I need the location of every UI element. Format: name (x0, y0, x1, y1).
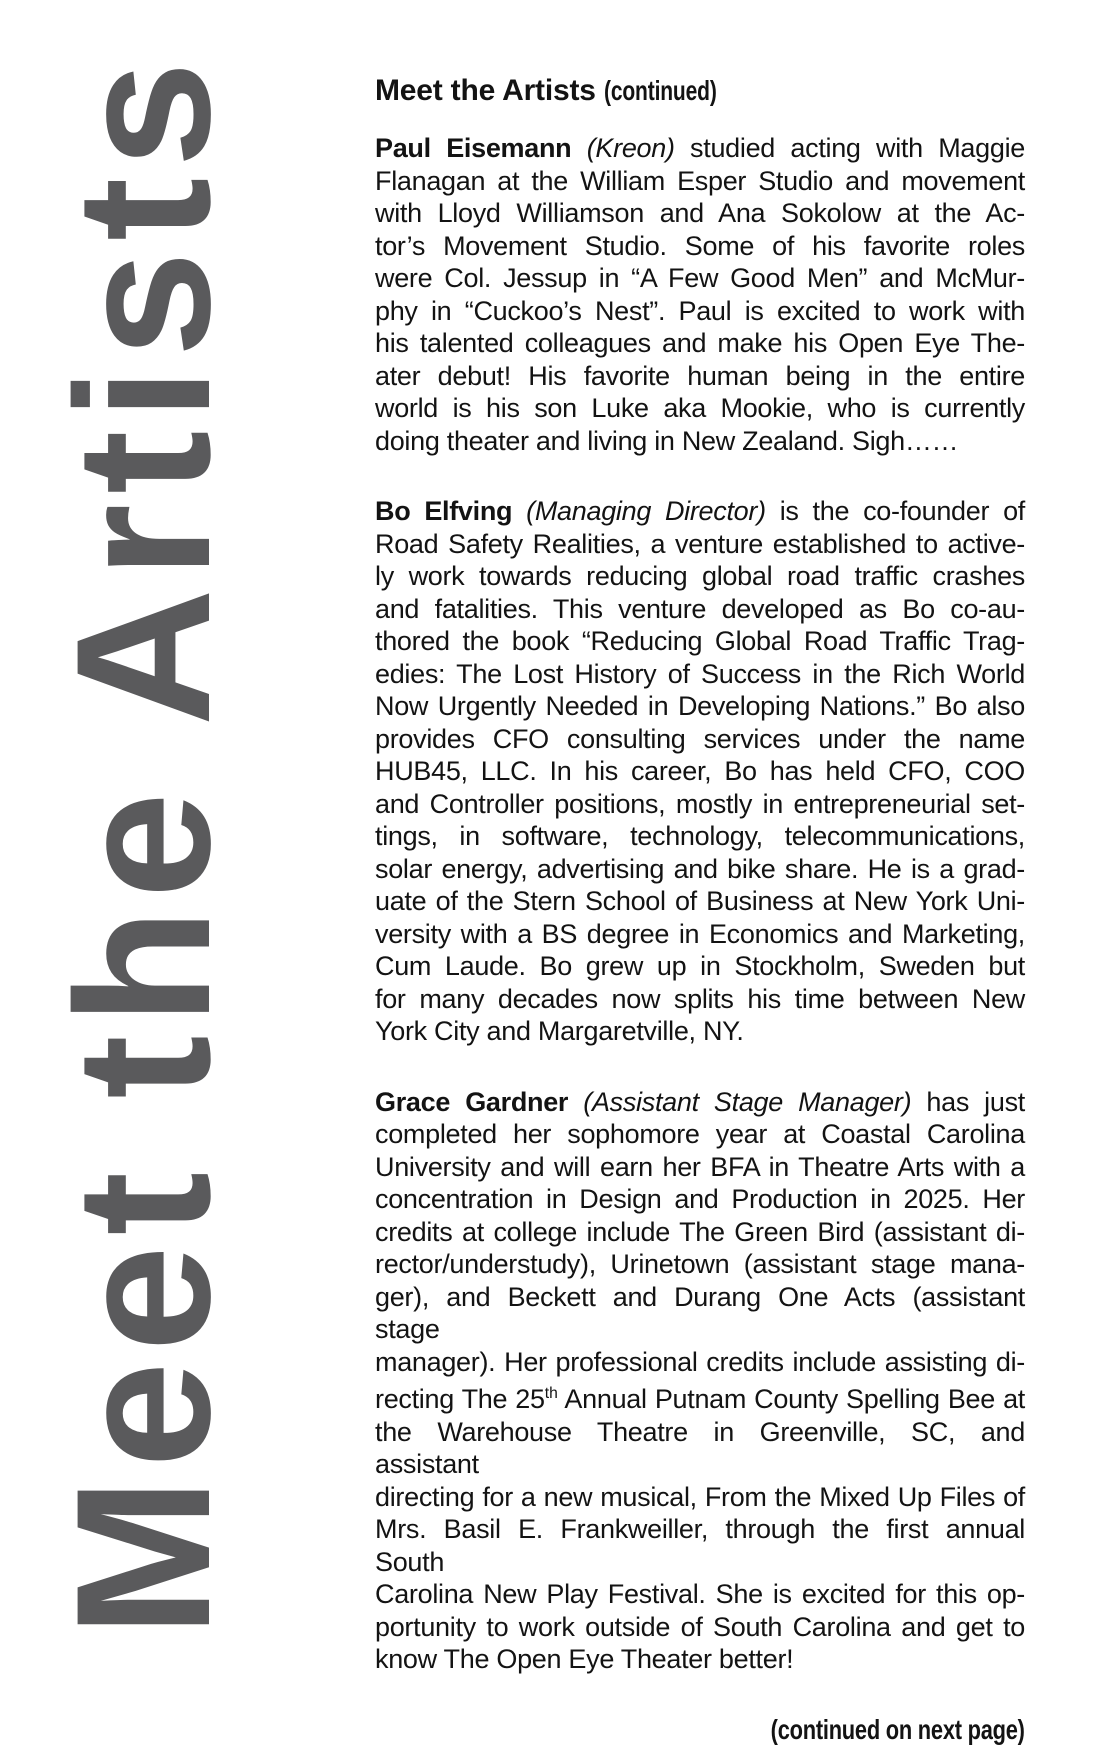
bio-line (375, 495, 1025, 528)
bio-line (375, 1643, 1025, 1676)
bio-text-segment: the Warehouse Theatre in Greenville, SC, and assistant (375, 1416, 1025, 1479)
bio-text-segment: were Col. Jessup in “A Few Good Men” and McMur- (375, 263, 1025, 293)
bio-text-segment: thored the book “Reducing Global Road Traffic Trag- (375, 626, 1025, 656)
bio-text-segment: solar energy, advertising and bike share. He is a grad- (375, 853, 1025, 884)
footer-note (375, 1714, 1025, 1746)
bio-line (375, 918, 1025, 951)
bio-paragraph (375, 1086, 1025, 1676)
bio-text-segment: (Managing Director) (512, 496, 766, 526)
bio-line (375, 853, 1025, 886)
bio-text-segment: for many decades now splits his time between New (375, 983, 1025, 1014)
bio-line (375, 1513, 1025, 1578)
bio-line (375, 1086, 1025, 1119)
bio-text-segment: tings, in software, technology, telecommunications, (375, 821, 1025, 851)
bio-text-segment: Annual Putnam County Spelling Bee at (557, 1384, 1026, 1414)
bio-line (375, 1216, 1025, 1249)
bio-text-segment: completed her sophomore year at Coastal Carolina (375, 1119, 1025, 1149)
bio-line (375, 132, 1025, 165)
bio-text-segment: tor’s Movement Studio. Some of his favorite roles (375, 230, 1025, 261)
bio-line (375, 658, 1025, 691)
bio-text-segment: Carolina New Play Festival. She is excited for this op- (375, 1579, 1025, 1609)
bio-line (375, 165, 1025, 198)
bio-text-segment: and Controller positions, mostly in entrepreneurial set- (375, 788, 1025, 819)
bio-line (375, 528, 1025, 561)
bio-line (375, 425, 1025, 458)
bio-text-segment: has just (911, 1086, 1025, 1117)
bio-text-segment: Road Safety Realities, a venture established to active- (375, 528, 1025, 559)
vertical-banner-title: Meet the Artists (37, 51, 250, 1637)
bio-text-segment: Grace Gardner (375, 1086, 569, 1117)
bio-line (375, 950, 1025, 983)
bio-line (375, 1183, 1025, 1216)
bio-text-segment: directing for a new musical, From the Mixed Up Files of (375, 1481, 1025, 1512)
bio-text-segment: Now Urgently Needed in Developing Nations.” Bo also (375, 691, 1025, 721)
bio-line (375, 625, 1025, 658)
bio-text-segment: with Lloyd Williamson and Ana Sokolow at the Ac- (375, 198, 1025, 228)
section-heading-continued: (continued) (603, 75, 717, 106)
bio-line (375, 1578, 1025, 1611)
bio-text-segment: portunity to work outside of South Carolina and get to (375, 1611, 1025, 1642)
bio-line (375, 1281, 1025, 1346)
bio-text-segment: rector/understudy), Urinetown (assistant stage mana- (375, 1249, 1025, 1279)
bio-line (375, 1611, 1025, 1644)
bio-paragraph (375, 495, 1025, 1048)
bio-text-segment: credits at college include The Green Bird (assistant di- (375, 1216, 1025, 1247)
bio-text-segment: Mrs. Basil E. Frankweiller, through the first annual South (375, 1514, 1025, 1577)
bio-text-segment: th (544, 1385, 558, 1402)
bio-line (375, 1248, 1025, 1281)
bio-line (375, 230, 1025, 263)
bio-text-segment: phy in “Cuckoo’s Nest”. Paul is excited to work with (375, 295, 1025, 326)
bio-line (375, 197, 1025, 230)
bio-text-segment: Cum Laude. Bo grew up in Stockholm, Sweden but (375, 951, 1025, 981)
bio-text-segment: (Assistant Stage Manager) (568, 1086, 912, 1117)
bio-line (375, 1015, 1025, 1048)
bio-text-segment: and fatalities. This venture developed as Bo co-au- (375, 593, 1025, 624)
bio-text-segment: York City and Margaretville, NY. (375, 1016, 744, 1046)
bio-line (375, 1378, 1025, 1416)
bio-line (375, 983, 1025, 1016)
bio-text-segment: HUB45, LLC. In his career, Bo has held CFO, COO (375, 756, 1025, 786)
bio-text-segment: recting The 25 (375, 1384, 545, 1414)
bio-line (375, 723, 1025, 756)
bio-line (375, 885, 1025, 918)
bio-line (375, 1151, 1025, 1184)
bio-text-segment: Paul Eisemann (375, 133, 572, 163)
bio-text-segment: his talented colleagues and make his Open Eye The- (375, 328, 1025, 358)
bio-content (375, 76, 1025, 1746)
bio-text-segment: ger), and Beckett and Durang One Acts (assistant stage (375, 1281, 1025, 1344)
footer-note-text: (continued on next page) (770, 1713, 1025, 1745)
bio-line (375, 560, 1025, 593)
bio-text-segment: uate of the Stern School of Business at New York Uni- (375, 886, 1025, 916)
bio-text-segment: Flanagan at the William Esper Studio and movement (375, 165, 1025, 196)
bio-list (375, 132, 1025, 1676)
bio-text-segment: edies: The Lost History of Success in the Rich World (375, 658, 1025, 689)
bio-text-segment: versity with a BS degree in Economics and Marketing, (375, 918, 1025, 949)
bio-text-segment: ly work towards reducing global road traffic crashes (375, 561, 1025, 591)
bio-line (375, 1346, 1025, 1379)
bio-text-segment: know The Open Eye Theater better! (375, 1644, 794, 1674)
section-heading (375, 76, 1025, 106)
section-heading-text: Meet the Artists (375, 74, 596, 107)
bio-line (375, 1118, 1025, 1151)
bio-text-segment: manager). Her professional credits include assisting di- (375, 1346, 1025, 1377)
bio-text-segment: is the co-founder of (765, 496, 1026, 526)
bio-text-segment: ater debut! His favorite human being in the entire (375, 360, 1025, 391)
bio-text-segment: studied acting with Maggie (674, 133, 1025, 163)
bio-text-segment: doing theater and living in New Zealand. Sigh…… (375, 425, 959, 456)
bio-line (375, 1481, 1025, 1514)
bio-text-segment: Bo Elfving (375, 496, 513, 526)
bio-line (375, 755, 1025, 788)
bio-text-segment: provides CFO consulting services under the name (375, 723, 1025, 754)
bio-line (375, 262, 1025, 295)
bio-text-segment: University and will earn her BFA in Theatre Arts with a (375, 1151, 1025, 1182)
bio-line (375, 295, 1025, 328)
bio-line (375, 360, 1025, 393)
bio-line (375, 820, 1025, 853)
bio-line (375, 327, 1025, 360)
bio-text-segment: (Kreon) (571, 133, 675, 163)
bio-line (375, 788, 1025, 821)
bio-line (375, 1416, 1025, 1481)
bio-text-segment: concentration in Design and Production in 2025. Her (375, 1184, 1025, 1214)
bio-text-segment: world is his son Luke aka Mookie, who is currently (375, 393, 1025, 423)
bio-line (375, 392, 1025, 425)
bio-line (375, 593, 1025, 626)
bio-line (375, 690, 1025, 723)
bio-paragraph (375, 132, 1025, 457)
